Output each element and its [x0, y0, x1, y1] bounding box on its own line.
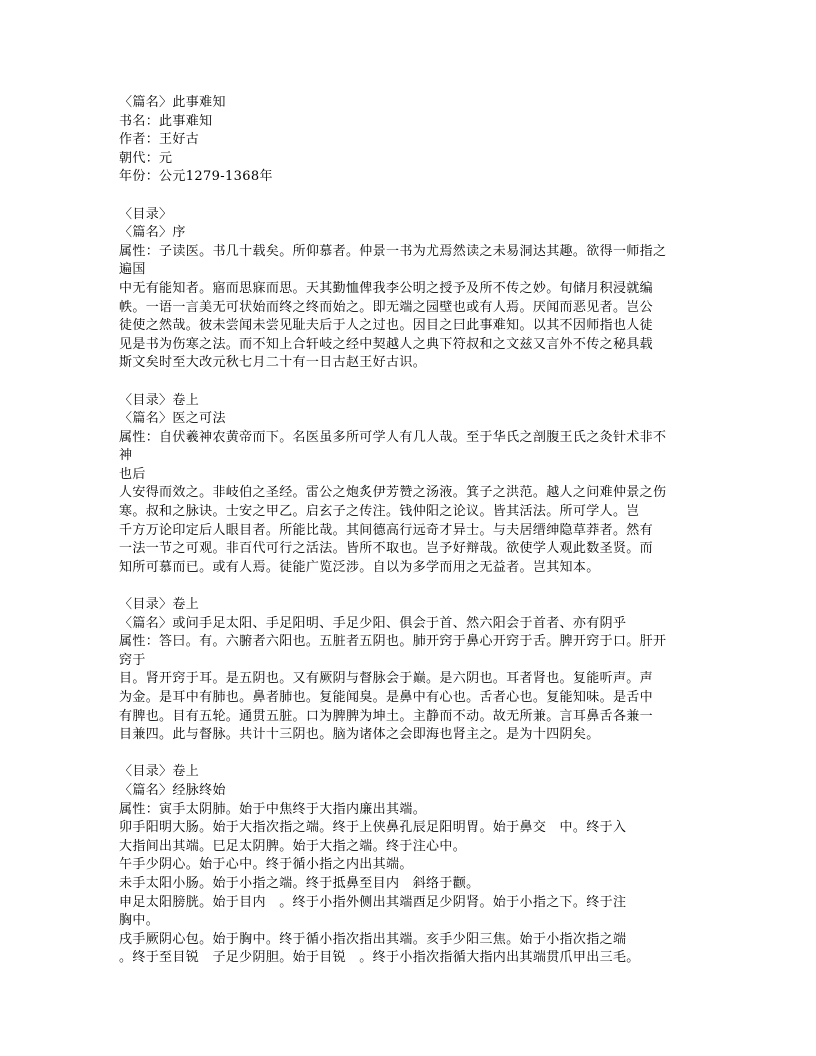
text-line: 属性：答曰。有。六腑者六阳也。五脏者五阴也。肺开窍于鼻心开窍于舌。脾开窍于口。肝开: [119, 634, 667, 650]
text-line: 寒。叔和之脉诀。士安之甲乙。启玄子之传注。钱仲阳之论议。皆其活法。所可学人。岂: [119, 504, 640, 520]
section-title: 〈篇名〉或问手足太阳、手足阳明、手足少阳、俱会于首、然六阳会于首者、亦有阴乎: [119, 615, 627, 631]
section-title: 〈篇名〉序: [119, 225, 186, 241]
text-line: 大指间出其端。巳足太阴脾。始于大指之端。终于注心中。: [119, 838, 467, 854]
text-line: 。终于至目锐 子足少阴胆。始于目锐 。终于小指次指循大指内出其端贯爪甲出三毛。: [119, 950, 640, 966]
spacer: [119, 187, 699, 206]
text-line: 斯文矣时至大改元秋七月二十有一日古赵王好古识。: [119, 355, 427, 371]
section-catalog: 〈目录〉: [119, 206, 173, 222]
text-line: 目。肾开窍于耳。是五阴也。又有厥阴与督脉会于巅。是六阴也。耳者肾也。复能听声。声: [119, 671, 654, 687]
spacer: [119, 745, 699, 764]
text-line: 属性：子读医。书几十载矣。所仰慕者。仲景一书为尤焉然读之未易洞达其趣。欲得一师指之: [119, 243, 667, 259]
text-line: 属性：寅手太阴肺。始于中焦终于大指内廉出其端。: [119, 801, 427, 817]
text-line: 戌手厥阴心包。始于胸中。终于循小指次指出其端。亥手少阳三焦。始于小指次指之端: [119, 931, 627, 947]
year-line: 年份：公元1279-1368年: [119, 169, 273, 185]
text-line: 遍国: [119, 262, 146, 278]
section-catalog: 〈目录〉卷上: [119, 392, 200, 408]
text-line: 中无有能知者。寤而思寐而思。天其勤恤俾我李公明之授予及所不传之妙。旬储月积浸就编: [119, 280, 654, 296]
spacer: [119, 373, 699, 392]
text-line: 知所可慕而已。或有人焉。徒能广览泛涉。自以为多学而用之无益者。岂其知本。: [119, 559, 600, 575]
text-line: 目兼四。此与督脉。共计十三阴也。脑为诸体之会即海也肾主之。是为十四阴矣。: [119, 727, 600, 743]
spacer: [119, 577, 699, 596]
section-title: 〈篇名〉经脉终始: [119, 782, 226, 798]
text-line: 卯手阳明大肠。始于大指次指之端。终于上侠鼻孔辰足阳明胃。始于鼻交 中。终于入: [119, 820, 627, 836]
document-body: [119, 94, 699, 968]
section-catalog: 〈目录〉卷上: [119, 764, 200, 780]
text-line: 也后: [119, 466, 146, 482]
section-catalog: 〈目录〉卷上: [119, 597, 200, 613]
text-line: 为金。是耳中有肺也。鼻者肺也。复能闻臭。是鼻中有心也。舌者心也。复能知味。是舌中: [119, 690, 654, 705]
text-line: 人安得而效之。非岐伯之圣经。雷公之炮炙伊芳赞之汤液。箕子之洪范。越人之问难仲景之伤: [119, 485, 667, 501]
dynasty-line: 朝代：元: [119, 150, 173, 166]
text-line: 窍于: [119, 652, 146, 668]
book-name-line: 书名：此事难知: [119, 113, 213, 129]
text-line: 胸中。: [119, 913, 160, 929]
text-line: 申足太阳膀胱。始于目内 。终于小指外侧出其端酉足少阴肾。始于小指之下。终于注: [119, 894, 627, 910]
section-title: 〈篇名〉医之可法: [119, 411, 226, 427]
text-line: 未手太阳小肠。始于小指之端。终于抵鼻至目内 斜络于颧。: [119, 875, 480, 891]
text-line: 有脾也。目有五轮。通贯五脏。口为脾脾为坤土。主静而不动。故无所兼。言耳鼻舌各兼一: [119, 708, 654, 724]
text-line: 神: [119, 448, 133, 464]
text-line: 千方万论印定后人眼目者。所能比哉。其间德高行远奇才异士。与夫居缙绅隐草莽者。然有: [119, 522, 654, 538]
doc-title-line: 〈篇名〉此事难知: [119, 95, 226, 110]
text-line: 徒使之然哉。彼未尝闻未尝见耻夫后于人之过也。因目之曰此事难知。以其不因师指也人徒: [119, 318, 654, 334]
text-line: 见是书为伤寒之法。而不知上合轩岐之经中契越人之典下符叔和之文兹又言外不传之秘具载: [119, 336, 654, 352]
text-line: 属性：自伏羲神农黄帝而下。名医虽多所可学人有几人哉。至于华氏之剖腹王氏之灸针术非不: [119, 429, 667, 445]
text-line: 午手少阴心。始于心中。终于循小指之内出其端。: [119, 857, 413, 873]
author-line: 作者：王好古: [119, 132, 200, 148]
text-line: 帙。一语一言美无可状始而终之终而始之。即无端之园壁也或有人焉。厌闻而恶见者。岂公: [119, 299, 654, 315]
text-line: 一法一节之可观。非百代可行之活法。皆所不取也。岂予好辩哉。欲使学人观此数圣贤。而: [119, 541, 654, 557]
